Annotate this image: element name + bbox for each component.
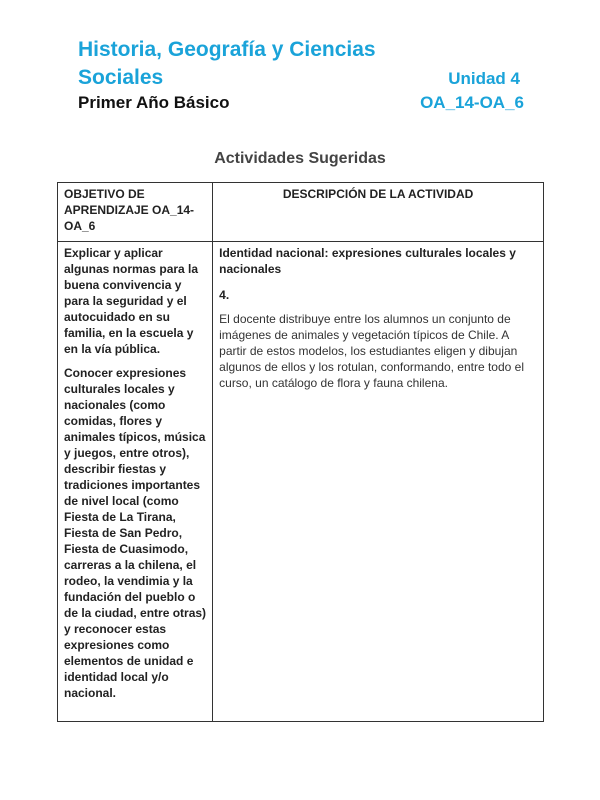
activities-table <box>57 182 544 722</box>
objective-column-header: OBJETIVO DE APRENDIZAJE OA_14-OA_6 <box>58 183 213 242</box>
table-row <box>58 242 544 722</box>
oa-code: OA_14-OA_6 <box>420 93 524 112</box>
activity-description: El docente distribuye entre los alumnos un conjunto de imágenes de animales y vegetación típicos de Chile. A partir de estos modelos, los estudiantes eligen y dibujan algunos de ellos y los rotulan, conformando, entre todo el curso, un catálogo de flora y fauna chilena. <box>219 312 524 390</box>
document-header <box>78 36 524 114</box>
header-row-grade-oa <box>78 92 524 114</box>
header-row-subject-unit <box>78 64 524 92</box>
objective-text: Explicar y aplicar algunas normas para la buena convivencia y para la seguridad y el autocuidado en su familia, en la escuela y en la vía pública. <box>64 246 199 356</box>
grade-label: Primer Año Básico <box>78 93 230 112</box>
table-header-row <box>58 183 544 242</box>
activity-number: 4. <box>219 288 230 302</box>
subject-title-line2: Sociales <box>78 66 164 89</box>
activity-column-header: DESCRIPCIÓN DE LA ACTIVIDAD <box>213 183 544 242</box>
objective-text: Conocer expresiones culturales locales y nacionales (como comidas, flores y animales típicos, música y juegos, entre otros), describir fiestas y tradiciones importantes de nivel local (como Fiesta de La Tirana, Fiesta de San Pedro, Fiesta de Cuasimodo, carreras a la chilena, el rodeo, la vendimia y la fundación del pueblo o de la ciudad, entre otras) y reconocer estas expresiones como elementos de unidad e identidad local y/o nacional. <box>64 366 207 700</box>
subject-title-line1: Historia, Geografía y Ciencias <box>78 38 376 61</box>
activity-cell <box>213 242 544 722</box>
unit-label: Unidad 4 <box>448 69 520 88</box>
activity-title: Identidad nacional: expresiones culturales locales y nacionales <box>219 246 516 276</box>
objectives-cell <box>58 242 213 722</box>
section-title: Actividades Sugeridas <box>214 150 386 167</box>
